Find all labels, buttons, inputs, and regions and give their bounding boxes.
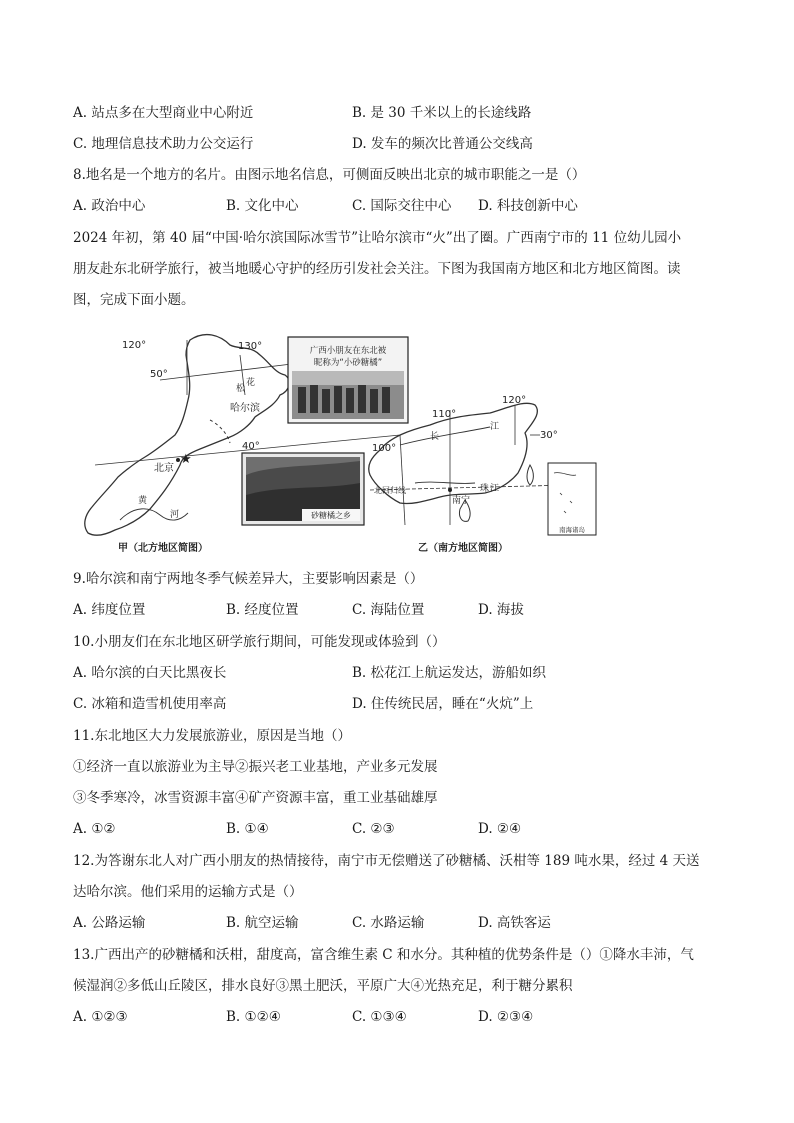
- nanhai-label: 南海诸岛: [559, 526, 585, 534]
- q7-option-c: C. 地理信息技术助力公交运行: [73, 136, 254, 152]
- q9-option-a: A. 纬度位置: [73, 602, 146, 618]
- q10-option-c: C. 冰箱和造雪机使用率高: [73, 696, 227, 712]
- map-figure: [70, 325, 720, 557]
- q8-option-d: D. 科技创新中心: [478, 198, 578, 214]
- map-chang: 长: [430, 432, 440, 442]
- map-songhua-1: 松: [236, 384, 246, 394]
- photo1-caption-2: 昵称为“小砂糖橘”: [313, 358, 383, 368]
- q8-option-b: B. 文化中心: [226, 198, 299, 214]
- q13-stem-1: 13.广西出产的砂糖橘和沃柑，甜度高，富含维生素 C 和水分。其种植的优势条件是（）①降水丰沛，气: [73, 947, 694, 963]
- q8-option-a: A. 政治中心: [73, 198, 146, 214]
- q13-stem-2: 候湿润②多低山丘陵区，排水良好③黑土肥沃，平原广大④光热充足，利于糖分累积: [73, 978, 573, 994]
- map-lon-120: 120°: [122, 340, 147, 351]
- map-lon-100: 100°: [372, 443, 397, 454]
- q10-option-d: D. 住传统民居，睡在“火炕”上: [352, 696, 534, 712]
- map-zhu: 珠: [480, 484, 490, 494]
- q11-option-d: D. ②④: [478, 821, 522, 837]
- q7-option-d: D. 发车的频次比普通公交线高: [352, 136, 533, 152]
- q12-stem-2: 达哈尔滨。他们采用的运输方式是（）: [73, 884, 303, 900]
- map-harbin-label: 哈尔滨: [230, 403, 260, 414]
- map-huang-2: 河: [170, 510, 180, 520]
- q11-stem: 11.东北地区大力发展旅游业，原因是当地（）: [73, 728, 351, 744]
- q11-statement-2: ③冬季寒冷，冰雪资源丰富④矿产资源丰富，重工业基础雄厚: [73, 790, 438, 806]
- photo-children: [288, 337, 408, 423]
- map-nanning-label: 南宁: [452, 496, 471, 506]
- photo-orchard: [242, 453, 364, 525]
- q7-option-a: A. 站点多在大型商业中心附近: [73, 105, 254, 121]
- q12-option-c: C. 水路运输: [352, 915, 425, 931]
- q12-option-a: A. 公路运输: [73, 915, 146, 931]
- photo2-caption: 砂糖橘之乡: [311, 511, 351, 520]
- nanhai-inset: [548, 463, 596, 535]
- label-north-map: 甲（北方地区简图）: [118, 543, 208, 554]
- map-lat-30: 30°: [540, 430, 558, 441]
- q13-option-c: C. ①③④: [352, 1009, 407, 1025]
- q11-option-b: B. ①④: [226, 821, 269, 837]
- q13-option-a: A. ①②③: [73, 1009, 128, 1025]
- q13-option-b: B. ①②④: [226, 1009, 281, 1025]
- nanning-dot: [448, 488, 452, 492]
- map-beihui-label: 北回归线: [374, 486, 406, 495]
- map-lon-120-s: 120°: [502, 395, 527, 406]
- intro-line-2: 朋友赴东北研学旅行，被当地暖心守护的经历引发社会关注。下图为我国南方地区和北方地区简图。读: [73, 261, 681, 277]
- map-lat-40: 40°: [242, 441, 260, 452]
- q9-option-b: B. 经度位置: [226, 602, 299, 618]
- q9-option-c: C. 海陆位置: [352, 602, 425, 618]
- map-lon-110: 110°: [432, 409, 457, 420]
- q8-stem: 8.地名是一个地方的名片。由图示地名信息，可侧面反映出北京的城市职能之一是（）: [73, 167, 586, 183]
- map-huang-1: 黄: [138, 496, 148, 506]
- q8-option-c: C. 国际交往中心: [352, 198, 452, 214]
- intro-line-1: 2024 年初，第 40 届“中国·哈尔滨国际冰雪节”让哈尔滨市“火”出了圈。广西南宁市的 11 位幼儿园小: [73, 230, 682, 246]
- label-south-map: 乙（南方地区简图）: [418, 543, 508, 554]
- q12-stem-1: 12.为答谢东北人对广西小朋友的热情接待，南宁市无偿赠送了砂糖橘、沃柑等 189 吨水果，经过 4 天送: [73, 853, 700, 869]
- q12-option-b: B. 航空运输: [226, 915, 299, 931]
- q7-option-b: B. 是 30 千米以上的长途线路: [352, 105, 532, 121]
- q11-option-a: A. ①②: [73, 821, 116, 837]
- map-lon-130: 130°: [238, 341, 263, 352]
- q13-option-d: D. ②③④: [478, 1009, 534, 1025]
- q10-option-b: B. 松花江上航运发达，游船如织: [352, 665, 547, 681]
- q10-stem: 10.小朋友们在东北地区研学旅行期间，可能发现或体验到（）: [73, 634, 446, 650]
- q10-option-a: A. 哈尔滨的白天比黑夜长: [73, 665, 227, 681]
- beijing-star: ★: [180, 452, 192, 467]
- map-songhua-2: 花: [246, 378, 256, 388]
- q12-option-d: D. 高铁客运: [478, 915, 551, 931]
- q9-stem: 9.哈尔滨和南宁两地冬季气候差异大，主要影响因素是（）: [73, 571, 424, 587]
- q9-option-d: D. 海拔: [478, 602, 524, 618]
- q11-statement-1: ①经济一直以旅游业为主导②振兴老工业基地，产业多元发展: [73, 759, 438, 775]
- map-lat-50: 50°: [150, 369, 168, 380]
- map-jiang: 江: [490, 484, 500, 494]
- intro-line-3: 图，完成下面小题。: [73, 292, 195, 308]
- q11-option-c: C. ②③: [352, 821, 395, 837]
- photo1-caption-1: 广西小朋友在东北被: [309, 346, 387, 356]
- map-jiang2: 江: [490, 422, 500, 432]
- map-beijing-label: 北京: [154, 463, 174, 474]
